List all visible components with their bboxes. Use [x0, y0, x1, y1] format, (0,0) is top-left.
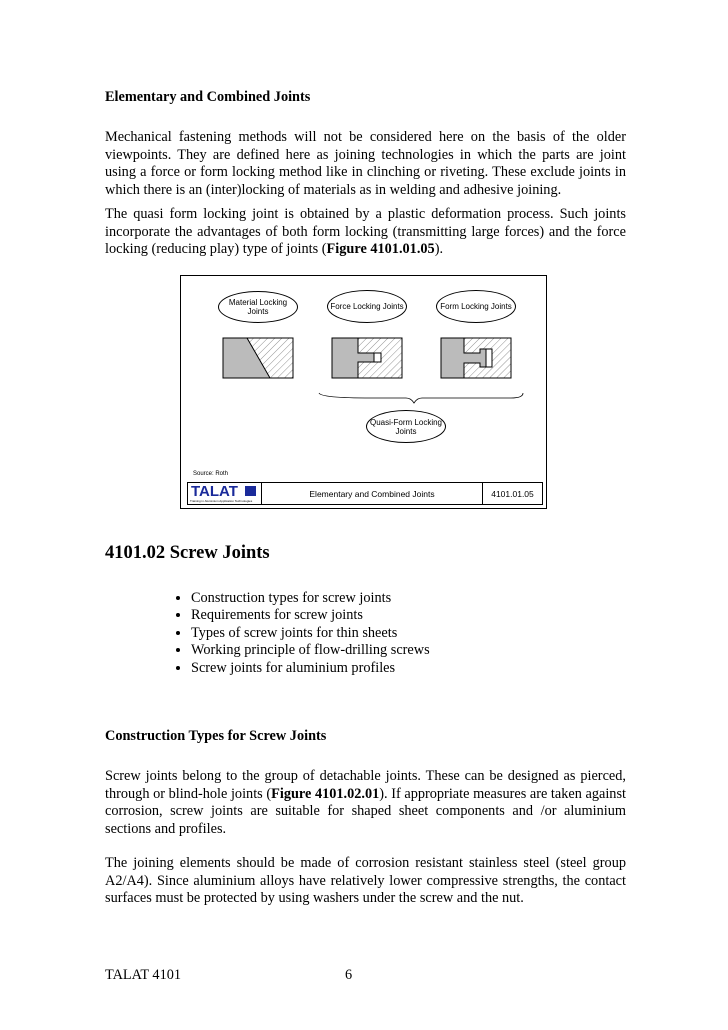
list-item: • Screw joints for aluminium profiles: [191, 660, 430, 677]
paragraph-text: ). If appropriate measures are taken against corrosion, screw joints are suitable for shaped sheet components and /or aluminium sections and profiles.: [105, 785, 626, 837]
label-force-locking: Force Locking Joints: [327, 290, 407, 323]
eu-flag-icon: [245, 486, 256, 496]
figure-reference[interactable]: Figure 4101.01.05: [326, 241, 435, 258]
section-heading: Elementary and Combined Joints: [105, 89, 311, 105]
list-item: • Requirements for screw joints: [191, 607, 430, 624]
label-quasi-form-locking: Quasi-Form Locking Joints: [366, 410, 446, 443]
figure-number: 4101.01.05: [491, 488, 534, 499]
bullet-list: [173, 590, 430, 677]
paragraph-text: Screw joints belong to the group of detachable joints. These can be designed as pierced, through or blind-hole joints (: [105, 768, 626, 802]
section-heading: Construction Types for Screw Joints: [105, 728, 327, 744]
figure-title: Elementary and Combined Joints: [262, 483, 483, 504]
footer-document-id: TALAT 4101: [105, 967, 182, 983]
figure-title-bar: [187, 482, 543, 505]
figure-source: Source: Roth: [193, 471, 229, 477]
list-item: • Types of screw joints for thin sheets: [191, 625, 430, 642]
talat-logo: [188, 483, 262, 504]
label-material-locking: Material Locking Joints: [218, 291, 298, 323]
label-form-locking: Form Locking Joints: [436, 290, 516, 323]
material-locking-diagram: [223, 338, 293, 378]
brace: [319, 393, 523, 403]
section-heading: 4101.02 Screw Joints: [105, 543, 270, 563]
form-locking-diagram: [441, 338, 511, 378]
paragraph: The joining elements should be made of corrosion resistant stainless steel (steel group A2/A4). Since aluminium alloys have relatively lower compressive strengths, the contact surfaces must be protected by using washers under the screw and the nut.: [105, 855, 626, 907]
figure-reference[interactable]: Figure 4101.02.01: [271, 785, 380, 802]
force-locking-diagram: [332, 338, 402, 378]
list-item: • Construction types for screw joints: [191, 590, 430, 607]
paragraph-text: ).: [434, 241, 444, 258]
figure-4101-01-05: [180, 275, 547, 509]
logo-subtitle: Training in Aluminium Application Technologies: [190, 499, 253, 503]
paragraph: [105, 206, 626, 259]
paragraph-text: The quasi form locking joint is obtained by a plastic deformation process. Such joints incorporate the advantages of both form locking (transmitting large forces) and the force locking (reducing play) type of joints (: [105, 206, 626, 258]
page-number: 6: [345, 967, 353, 983]
logo-text: TALAT: [191, 483, 238, 500]
paragraph: [105, 768, 626, 838]
paragraph: Mechanical fastening methods will not be considered here on the basis of the older viewpoints. They are defined here as joining technologies in which the parts are joint using a force or form locking method like in clinching or riveting. These exclude joints in which there is an (inter)locking of materials as in welding and adhesive joining.: [105, 129, 626, 198]
list-item: • Working principle of flow-drilling screws: [191, 642, 430, 659]
